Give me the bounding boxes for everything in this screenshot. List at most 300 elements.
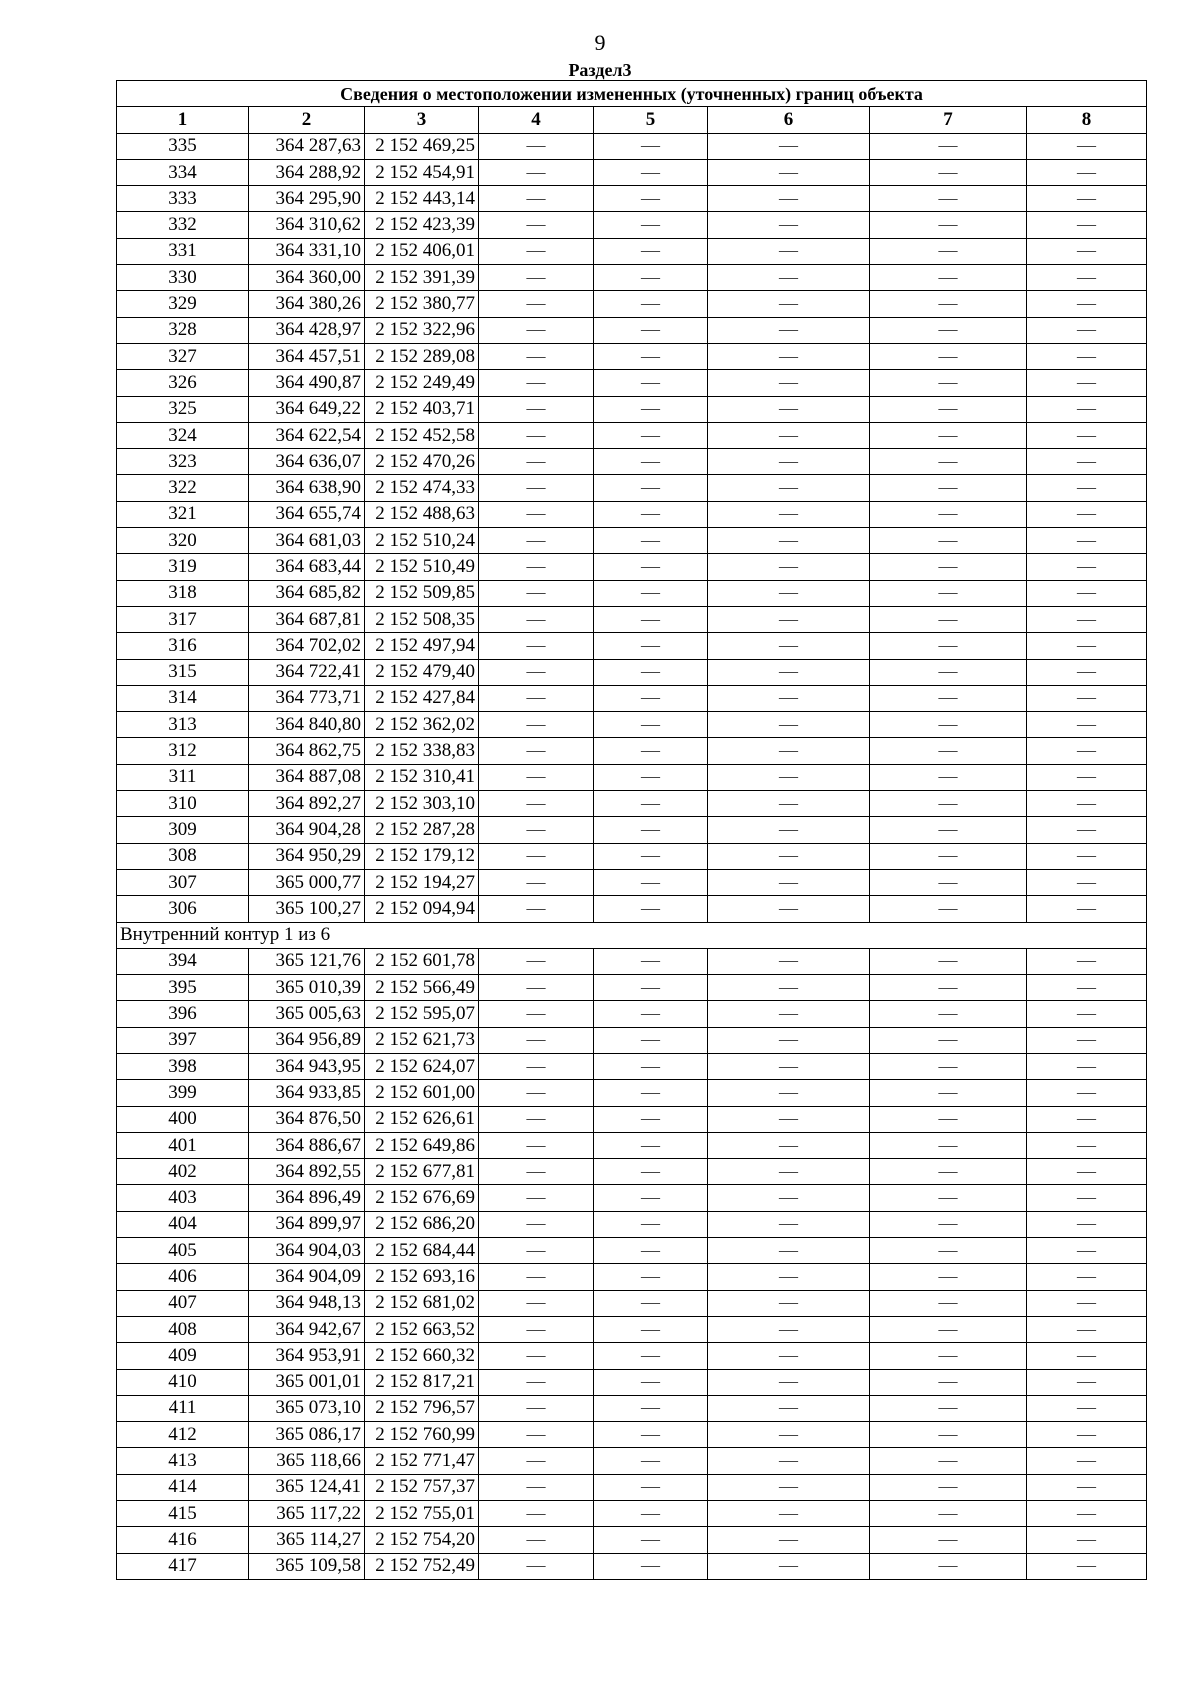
empty-value-cell: —	[1027, 738, 1147, 764]
empty-value-cell: —	[870, 1553, 1027, 1579]
point-number-cell: 401	[117, 1132, 249, 1158]
empty-value-cell: —	[870, 738, 1027, 764]
y-coordinate-cell: 2 152 488,63	[365, 501, 479, 527]
empty-value-cell: —	[708, 1159, 870, 1185]
empty-value-cell: —	[479, 948, 594, 974]
x-coordinate-cell: 364 840,80	[249, 712, 365, 738]
empty-value-cell: —	[870, 1001, 1027, 1027]
empty-value-cell: —	[479, 896, 594, 922]
point-number-cell: 409	[117, 1343, 249, 1369]
table-row	[117, 528, 1147, 554]
empty-value-cell: —	[1027, 659, 1147, 685]
empty-value-cell: —	[479, 1185, 594, 1211]
empty-value-cell: —	[870, 685, 1027, 711]
empty-value-cell: —	[708, 422, 870, 448]
x-coordinate-cell: 364 876,50	[249, 1106, 365, 1132]
column-header: 8	[1027, 107, 1147, 133]
empty-value-cell: —	[594, 896, 708, 922]
empty-value-cell: —	[870, 159, 1027, 185]
x-coordinate-cell: 364 490,87	[249, 370, 365, 396]
table-row	[117, 1053, 1147, 1079]
point-number-cell: 334	[117, 159, 249, 185]
empty-value-cell: —	[594, 1106, 708, 1132]
empty-value-cell: —	[594, 738, 708, 764]
column-header-row	[117, 107, 1147, 133]
empty-value-cell: —	[708, 738, 870, 764]
empty-value-cell: —	[870, 1316, 1027, 1342]
empty-value-cell: —	[594, 764, 708, 790]
x-coordinate-cell: 365 010,39	[249, 975, 365, 1001]
table-row	[117, 1474, 1147, 1500]
x-coordinate-cell: 365 001,01	[249, 1369, 365, 1395]
empty-value-cell: —	[594, 1159, 708, 1185]
x-coordinate-cell: 365 124,41	[249, 1474, 365, 1500]
point-number-cell: 407	[117, 1290, 249, 1316]
table-body	[117, 81, 1147, 1580]
table-row	[117, 1501, 1147, 1527]
empty-value-cell: —	[1027, 343, 1147, 369]
empty-value-cell: —	[870, 1395, 1027, 1421]
empty-value-cell: —	[708, 1448, 870, 1474]
empty-value-cell: —	[594, 1238, 708, 1264]
empty-value-cell: —	[594, 1264, 708, 1290]
empty-value-cell: —	[479, 1106, 594, 1132]
x-coordinate-cell: 365 086,17	[249, 1422, 365, 1448]
empty-value-cell: —	[870, 1027, 1027, 1053]
empty-value-cell: —	[870, 212, 1027, 238]
empty-value-cell: —	[870, 817, 1027, 843]
table-row	[117, 975, 1147, 1001]
point-number-cell: 399	[117, 1080, 249, 1106]
empty-value-cell: —	[594, 212, 708, 238]
empty-value-cell: —	[870, 449, 1027, 475]
x-coordinate-cell: 364 953,91	[249, 1343, 365, 1369]
empty-value-cell: —	[479, 791, 594, 817]
point-number-cell: 310	[117, 791, 249, 817]
empty-value-cell: —	[708, 791, 870, 817]
empty-value-cell: —	[594, 449, 708, 475]
table-row	[117, 159, 1147, 185]
table-row	[117, 843, 1147, 869]
column-header: 7	[870, 107, 1027, 133]
x-coordinate-cell: 364 685,82	[249, 580, 365, 606]
empty-value-cell: —	[1027, 475, 1147, 501]
empty-value-cell: —	[870, 896, 1027, 922]
empty-value-cell: —	[708, 1211, 870, 1237]
empty-value-cell: —	[1027, 501, 1147, 527]
table-row	[117, 265, 1147, 291]
empty-value-cell: —	[1027, 1369, 1147, 1395]
empty-value-cell: —	[708, 1106, 870, 1132]
table-row	[117, 1159, 1147, 1185]
empty-value-cell: —	[479, 1053, 594, 1079]
point-number-cell: 325	[117, 396, 249, 422]
point-number-cell: 329	[117, 291, 249, 317]
empty-value-cell: —	[594, 1369, 708, 1395]
empty-value-cell: —	[708, 1553, 870, 1579]
table-title-row	[117, 81, 1147, 107]
empty-value-cell: —	[708, 1369, 870, 1395]
empty-value-cell: —	[594, 238, 708, 264]
empty-value-cell: —	[1027, 633, 1147, 659]
table-row	[117, 896, 1147, 922]
empty-value-cell: —	[870, 238, 1027, 264]
x-coordinate-cell: 364 288,92	[249, 159, 365, 185]
empty-value-cell: —	[479, 396, 594, 422]
empty-value-cell: —	[479, 1159, 594, 1185]
point-number-cell: 324	[117, 422, 249, 448]
empty-value-cell: —	[708, 528, 870, 554]
empty-value-cell: —	[708, 1527, 870, 1553]
empty-value-cell: —	[870, 764, 1027, 790]
point-number-cell: 397	[117, 1027, 249, 1053]
empty-value-cell: —	[594, 291, 708, 317]
y-coordinate-cell: 2 152 684,44	[365, 1238, 479, 1264]
point-number-cell: 403	[117, 1185, 249, 1211]
column-header: 1	[117, 107, 249, 133]
point-number-cell: 306	[117, 896, 249, 922]
table-row	[117, 186, 1147, 212]
empty-value-cell: —	[479, 265, 594, 291]
empty-value-cell: —	[1027, 1080, 1147, 1106]
x-coordinate-cell: 364 886,67	[249, 1132, 365, 1158]
table-row	[117, 1422, 1147, 1448]
y-coordinate-cell: 2 152 624,07	[365, 1053, 479, 1079]
empty-value-cell: —	[1027, 186, 1147, 212]
empty-value-cell: —	[594, 554, 708, 580]
empty-value-cell: —	[479, 501, 594, 527]
x-coordinate-cell: 364 636,07	[249, 449, 365, 475]
empty-value-cell: —	[479, 528, 594, 554]
y-coordinate-cell: 2 152 817,21	[365, 1369, 479, 1395]
y-coordinate-cell: 2 152 601,00	[365, 1080, 479, 1106]
contour-label: Внутренний контур 1 из 6	[117, 922, 1147, 948]
x-coordinate-cell: 364 948,13	[249, 1290, 365, 1316]
point-number-cell: 415	[117, 1501, 249, 1527]
y-coordinate-cell: 2 152 479,40	[365, 659, 479, 685]
empty-value-cell: —	[479, 133, 594, 159]
empty-value-cell: —	[1027, 554, 1147, 580]
empty-value-cell: —	[479, 738, 594, 764]
empty-value-cell: —	[594, 817, 708, 843]
empty-value-cell: —	[708, 1027, 870, 1053]
empty-value-cell: —	[708, 1422, 870, 1448]
column-header: 5	[594, 107, 708, 133]
empty-value-cell: —	[1027, 1159, 1147, 1185]
x-coordinate-cell: 364 956,89	[249, 1027, 365, 1053]
empty-value-cell: —	[594, 712, 708, 738]
empty-value-cell: —	[708, 159, 870, 185]
empty-value-cell: —	[870, 1080, 1027, 1106]
y-coordinate-cell: 2 152 509,85	[365, 580, 479, 606]
table-row	[117, 343, 1147, 369]
empty-value-cell: —	[708, 1501, 870, 1527]
empty-value-cell: —	[594, 869, 708, 895]
point-number-cell: 404	[117, 1211, 249, 1237]
empty-value-cell: —	[594, 843, 708, 869]
empty-value-cell: —	[479, 843, 594, 869]
empty-value-cell: —	[1027, 238, 1147, 264]
table-row	[117, 133, 1147, 159]
empty-value-cell: —	[870, 528, 1027, 554]
x-coordinate-cell: 364 862,75	[249, 738, 365, 764]
y-coordinate-cell: 2 152 660,32	[365, 1343, 479, 1369]
empty-value-cell: —	[594, 1553, 708, 1579]
table-row	[117, 1316, 1147, 1342]
y-coordinate-cell: 2 152 470,26	[365, 449, 479, 475]
table-row	[117, 1238, 1147, 1264]
empty-value-cell: —	[708, 238, 870, 264]
empty-value-cell: —	[1027, 1211, 1147, 1237]
point-number-cell: 416	[117, 1527, 249, 1553]
empty-value-cell: —	[1027, 1553, 1147, 1579]
column-header: 6	[708, 107, 870, 133]
x-coordinate-cell: 365 100,27	[249, 896, 365, 922]
table-row	[117, 317, 1147, 343]
x-coordinate-cell: 364 904,03	[249, 1238, 365, 1264]
empty-value-cell: —	[1027, 1343, 1147, 1369]
empty-value-cell: —	[479, 633, 594, 659]
y-coordinate-cell: 2 152 362,02	[365, 712, 479, 738]
empty-value-cell: —	[1027, 1527, 1147, 1553]
empty-value-cell: —	[479, 817, 594, 843]
point-number-cell: 327	[117, 343, 249, 369]
empty-value-cell: —	[594, 133, 708, 159]
point-number-cell: 396	[117, 1001, 249, 1027]
empty-value-cell: —	[870, 869, 1027, 895]
empty-value-cell: —	[870, 501, 1027, 527]
y-coordinate-cell: 2 152 693,16	[365, 1264, 479, 1290]
empty-value-cell: —	[1027, 1001, 1147, 1027]
empty-value-cell: —	[708, 606, 870, 632]
point-number-cell: 405	[117, 1238, 249, 1264]
empty-value-cell: —	[594, 1027, 708, 1053]
empty-value-cell: —	[708, 1001, 870, 1027]
point-number-cell: 319	[117, 554, 249, 580]
table-row	[117, 764, 1147, 790]
empty-value-cell: —	[870, 580, 1027, 606]
y-coordinate-cell: 2 152 289,08	[365, 343, 479, 369]
empty-value-cell: —	[708, 1132, 870, 1158]
x-coordinate-cell: 364 892,27	[249, 791, 365, 817]
table-row	[117, 1290, 1147, 1316]
empty-value-cell: —	[594, 1448, 708, 1474]
empty-value-cell: —	[708, 212, 870, 238]
y-coordinate-cell: 2 152 474,33	[365, 475, 479, 501]
x-coordinate-cell: 364 950,29	[249, 843, 365, 869]
point-number-cell: 312	[117, 738, 249, 764]
empty-value-cell: —	[479, 317, 594, 343]
table-row	[117, 1211, 1147, 1237]
empty-value-cell: —	[870, 843, 1027, 869]
y-coordinate-cell: 2 152 380,77	[365, 291, 479, 317]
empty-value-cell: —	[870, 475, 1027, 501]
empty-value-cell: —	[479, 343, 594, 369]
point-number-cell: 311	[117, 764, 249, 790]
point-number-cell: 313	[117, 712, 249, 738]
empty-value-cell: —	[870, 422, 1027, 448]
empty-value-cell: —	[708, 817, 870, 843]
point-number-cell: 335	[117, 133, 249, 159]
x-coordinate-cell: 364 287,63	[249, 133, 365, 159]
y-coordinate-cell: 2 152 391,39	[365, 265, 479, 291]
point-number-cell: 411	[117, 1395, 249, 1421]
empty-value-cell: —	[708, 1264, 870, 1290]
empty-value-cell: —	[594, 948, 708, 974]
column-header: 3	[365, 107, 479, 133]
point-number-cell: 328	[117, 317, 249, 343]
empty-value-cell: —	[708, 633, 870, 659]
x-coordinate-cell: 364 773,71	[249, 685, 365, 711]
empty-value-cell: —	[1027, 396, 1147, 422]
empty-value-cell: —	[1027, 317, 1147, 343]
table-row	[117, 1185, 1147, 1211]
x-coordinate-cell: 365 117,22	[249, 1501, 365, 1527]
table-row	[117, 422, 1147, 448]
table-row	[117, 685, 1147, 711]
empty-value-cell: —	[708, 1080, 870, 1106]
table-row	[117, 554, 1147, 580]
empty-value-cell: —	[1027, 843, 1147, 869]
y-coordinate-cell: 2 152 497,94	[365, 633, 479, 659]
empty-value-cell: —	[870, 1474, 1027, 1500]
empty-value-cell: —	[870, 712, 1027, 738]
point-number-cell: 333	[117, 186, 249, 212]
empty-value-cell: —	[1027, 1027, 1147, 1053]
empty-value-cell: —	[708, 685, 870, 711]
empty-value-cell: —	[1027, 1395, 1147, 1421]
x-coordinate-cell: 364 380,26	[249, 291, 365, 317]
empty-value-cell: —	[479, 291, 594, 317]
empty-value-cell: —	[479, 212, 594, 238]
empty-value-cell: —	[1027, 265, 1147, 291]
empty-value-cell: —	[1027, 580, 1147, 606]
table-row	[117, 370, 1147, 396]
table-row	[117, 449, 1147, 475]
empty-value-cell: —	[479, 554, 594, 580]
y-coordinate-cell: 2 152 443,14	[365, 186, 479, 212]
table-row	[117, 501, 1147, 527]
empty-value-cell: —	[479, 1501, 594, 1527]
y-coordinate-cell: 2 152 322,96	[365, 317, 479, 343]
table-row	[117, 475, 1147, 501]
y-coordinate-cell: 2 152 508,35	[365, 606, 479, 632]
y-coordinate-cell: 2 152 310,41	[365, 764, 479, 790]
empty-value-cell: —	[594, 1132, 708, 1158]
y-coordinate-cell: 2 152 303,10	[365, 791, 479, 817]
point-number-cell: 308	[117, 843, 249, 869]
empty-value-cell: —	[479, 764, 594, 790]
empty-value-cell: —	[479, 580, 594, 606]
x-coordinate-cell: 364 331,10	[249, 238, 365, 264]
y-coordinate-cell: 2 152 681,02	[365, 1290, 479, 1316]
empty-value-cell: —	[594, 791, 708, 817]
y-coordinate-cell: 2 152 338,83	[365, 738, 479, 764]
empty-value-cell: —	[870, 370, 1027, 396]
empty-value-cell: —	[708, 396, 870, 422]
empty-value-cell: —	[594, 1501, 708, 1527]
empty-value-cell: —	[1027, 896, 1147, 922]
empty-value-cell: —	[708, 1316, 870, 1342]
point-number-cell: 316	[117, 633, 249, 659]
empty-value-cell: —	[479, 1316, 594, 1342]
empty-value-cell: —	[594, 580, 708, 606]
empty-value-cell: —	[479, 1238, 594, 1264]
empty-value-cell: —	[594, 422, 708, 448]
table-row	[117, 712, 1147, 738]
empty-value-cell: —	[1027, 685, 1147, 711]
x-coordinate-cell: 364 904,28	[249, 817, 365, 843]
x-coordinate-cell: 364 360,00	[249, 265, 365, 291]
x-coordinate-cell: 364 655,74	[249, 501, 365, 527]
empty-value-cell: —	[479, 1474, 594, 1500]
empty-value-cell: —	[1027, 1290, 1147, 1316]
point-number-cell: 331	[117, 238, 249, 264]
x-coordinate-cell: 364 899,97	[249, 1211, 365, 1237]
empty-value-cell: —	[479, 159, 594, 185]
empty-value-cell: —	[594, 1290, 708, 1316]
y-coordinate-cell: 2 152 626,61	[365, 1106, 479, 1132]
point-number-cell: 318	[117, 580, 249, 606]
y-coordinate-cell: 2 152 427,84	[365, 685, 479, 711]
point-number-cell: 408	[117, 1316, 249, 1342]
x-coordinate-cell: 364 702,02	[249, 633, 365, 659]
table-row	[117, 1395, 1147, 1421]
y-coordinate-cell: 2 152 755,01	[365, 1501, 479, 1527]
empty-value-cell: —	[594, 1343, 708, 1369]
y-coordinate-cell: 2 152 595,07	[365, 1001, 479, 1027]
empty-value-cell: —	[1027, 1238, 1147, 1264]
empty-value-cell: —	[594, 1080, 708, 1106]
empty-value-cell: —	[594, 1474, 708, 1500]
y-coordinate-cell: 2 152 676,69	[365, 1185, 479, 1211]
empty-value-cell: —	[479, 422, 594, 448]
table-title: Сведения о местоположении измененных (уточненных) границ объекта	[117, 81, 1147, 107]
empty-value-cell: —	[479, 1448, 594, 1474]
empty-value-cell: —	[708, 291, 870, 317]
empty-value-cell: —	[1027, 1422, 1147, 1448]
x-coordinate-cell: 364 310,62	[249, 212, 365, 238]
empty-value-cell: —	[594, 685, 708, 711]
table-row	[117, 1448, 1147, 1474]
x-coordinate-cell: 364 942,67	[249, 1316, 365, 1342]
empty-value-cell: —	[870, 1527, 1027, 1553]
point-number-cell: 309	[117, 817, 249, 843]
empty-value-cell: —	[1027, 159, 1147, 185]
empty-value-cell: —	[1027, 817, 1147, 843]
x-coordinate-cell: 364 933,85	[249, 1080, 365, 1106]
empty-value-cell: —	[1027, 869, 1147, 895]
table-row	[117, 791, 1147, 817]
empty-value-cell: —	[708, 554, 870, 580]
x-coordinate-cell: 364 683,44	[249, 554, 365, 580]
empty-value-cell: —	[870, 396, 1027, 422]
table-row	[117, 817, 1147, 843]
empty-value-cell: —	[594, 501, 708, 527]
empty-value-cell: —	[870, 133, 1027, 159]
x-coordinate-cell: 365 005,63	[249, 1001, 365, 1027]
empty-value-cell: —	[479, 1343, 594, 1369]
empty-value-cell: —	[870, 1290, 1027, 1316]
table-row	[117, 1027, 1147, 1053]
y-coordinate-cell: 2 152 757,37	[365, 1474, 479, 1500]
empty-value-cell: —	[479, 1211, 594, 1237]
empty-value-cell: —	[1027, 948, 1147, 974]
empty-value-cell: —	[594, 370, 708, 396]
empty-value-cell: —	[870, 1106, 1027, 1132]
empty-value-cell: —	[1027, 1132, 1147, 1158]
point-number-cell: 413	[117, 1448, 249, 1474]
